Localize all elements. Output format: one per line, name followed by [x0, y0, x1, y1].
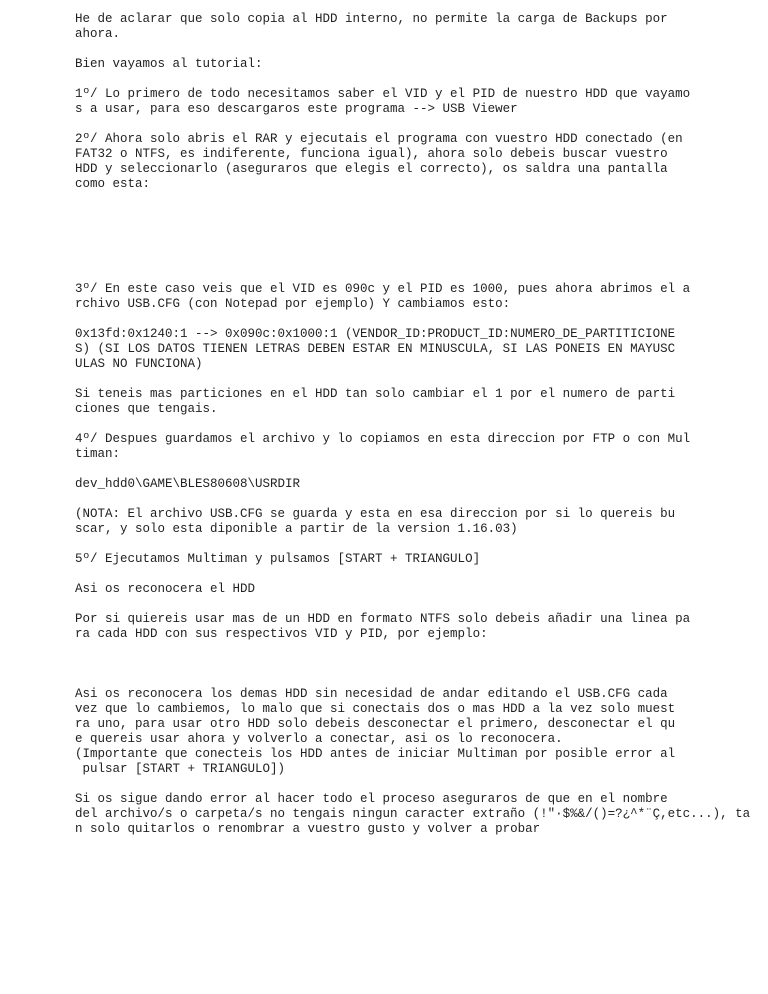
text-line: Asi os reconocera los demas HDD sin necesidad de andar editando el USB.CFG cada — [75, 687, 668, 701]
document-page — [75, 12, 765, 852]
text-line: vez que lo cambiemos, lo malo que si conectais dos o mas HDD a la vez solo muest — [75, 702, 676, 716]
text-line: Si os sigue dando error al hacer todo el proceso aseguraros de que en el nombre — [75, 792, 668, 806]
text-line: rchivo USB.CFG (con Notepad por ejemplo) Y cambiamos esto: — [75, 297, 511, 311]
text-line: He de aclarar que solo copia al HDD interno, no permite la carga de Backups por — [75, 12, 668, 26]
text-line: ULAS NO FUNCIONA) — [75, 357, 203, 371]
paragraph-intro — [75, 12, 765, 42]
paragraph-config-line — [75, 327, 765, 372]
paragraph-troubleshoot — [75, 792, 765, 837]
paragraph-step-1 — [75, 87, 765, 117]
text-line: Asi os reconocera el HDD — [75, 582, 256, 596]
paragraph-step-4 — [75, 432, 765, 462]
text-line: (NOTA: El archivo USB.CFG se guarda y esta en esa direccion por si lo quereis bu — [75, 507, 676, 521]
text-line: scar, y solo esta diponible a partir de la version 1.16.03) — [75, 522, 518, 536]
text-line: e quereis usar ahora y volverlo a conectar, asi os lo reconocera. — [75, 732, 563, 746]
text-line: ciones que tengais. — [75, 402, 218, 416]
text-line: ahora. — [75, 27, 121, 41]
text-line: S) (SI LOS DATOS TIENEN LETRAS DEBEN ESTAR EN MINUSCULA, SI LAS PONEIS EN MAYUSC — [75, 342, 676, 356]
text-line: 2º/ Ahora solo abris el RAR y ejecutais el programa con vuestro HDD conectado (en — [75, 132, 683, 146]
text-line: como esta: — [75, 177, 151, 191]
text-line: dev_hdd0\GAME\BLES80608\USRDIR — [75, 477, 301, 491]
text-line: del archivo/s o carpeta/s no tengais ningun caracter extraño (!"·$%&/()=?¿^*¨Ç,etc...), ta — [75, 807, 751, 821]
paragraph-multiple-hdd — [75, 612, 765, 642]
text-line: ra cada HDD con sus respectivos VID y PID, por ejemplo: — [75, 627, 488, 641]
text-line: ra uno, para usar otro HDD solo debeis desconectar el primero, desconectar el qu — [75, 717, 676, 731]
text-line: s a usar, para eso descargaros este programa --> USB Viewer — [75, 102, 518, 116]
missing-image-placeholder — [75, 657, 765, 687]
text-line: 3º/ En este caso veis que el VID es 090c y el PID es 1000, pues ahora abrimos el a — [75, 282, 691, 296]
text-line: n solo quitarlos o renombrar a vuestro gusto y volver a probar — [75, 822, 541, 836]
paragraph-tutorial-heading — [75, 57, 765, 72]
text-line: (Importante que conecteis los HDD antes de iniciar Multiman por posible error al — [75, 747, 676, 761]
paragraph-step-5 — [75, 552, 765, 567]
missing-image-placeholder — [75, 207, 765, 282]
paragraph-recognized — [75, 582, 765, 597]
paragraph-partitions — [75, 387, 765, 417]
text-line: Si teneis mas particiones en el HDD tan solo cambiar el 1 por el numero de parti — [75, 387, 676, 401]
paragraph-step-3 — [75, 282, 765, 312]
text-line: FAT32 o NTFS, es indiferente, funciona igual), ahora solo debeis buscar vuestro — [75, 147, 668, 161]
paragraph-recognize-others — [75, 687, 765, 777]
text-line: HDD y seleccionarlo (aseguraros que elegis el correcto), os saldra una pantalla — [75, 162, 668, 176]
text-line: pulsar [START + TRIANGULO]) — [75, 762, 286, 776]
paragraph-path — [75, 477, 765, 492]
text-line: Bien vayamos al tutorial: — [75, 57, 263, 71]
text-line: Por si quiereis usar mas de un HDD en formato NTFS solo debeis añadir una linea pa — [75, 612, 691, 626]
text-line: 4º/ Despues guardamos el archivo y lo copiamos en esta direccion por FTP o con Mul — [75, 432, 691, 446]
paragraph-note — [75, 507, 765, 537]
text-line: timan: — [75, 447, 121, 461]
text-line: 1º/ Lo primero de todo necesitamos saber el VID y el PID de nuestro HDD que vayamo — [75, 87, 691, 101]
text-line: 5º/ Ejecutamos Multiman y pulsamos [START + TRIANGULO] — [75, 552, 481, 566]
text-line: 0x13fd:0x1240:1 --> 0x090c:0x1000:1 (VENDOR_ID:PRODUCT_ID:NUMERO_DE_PARTITICIONE — [75, 327, 676, 341]
paragraph-step-2 — [75, 132, 765, 192]
